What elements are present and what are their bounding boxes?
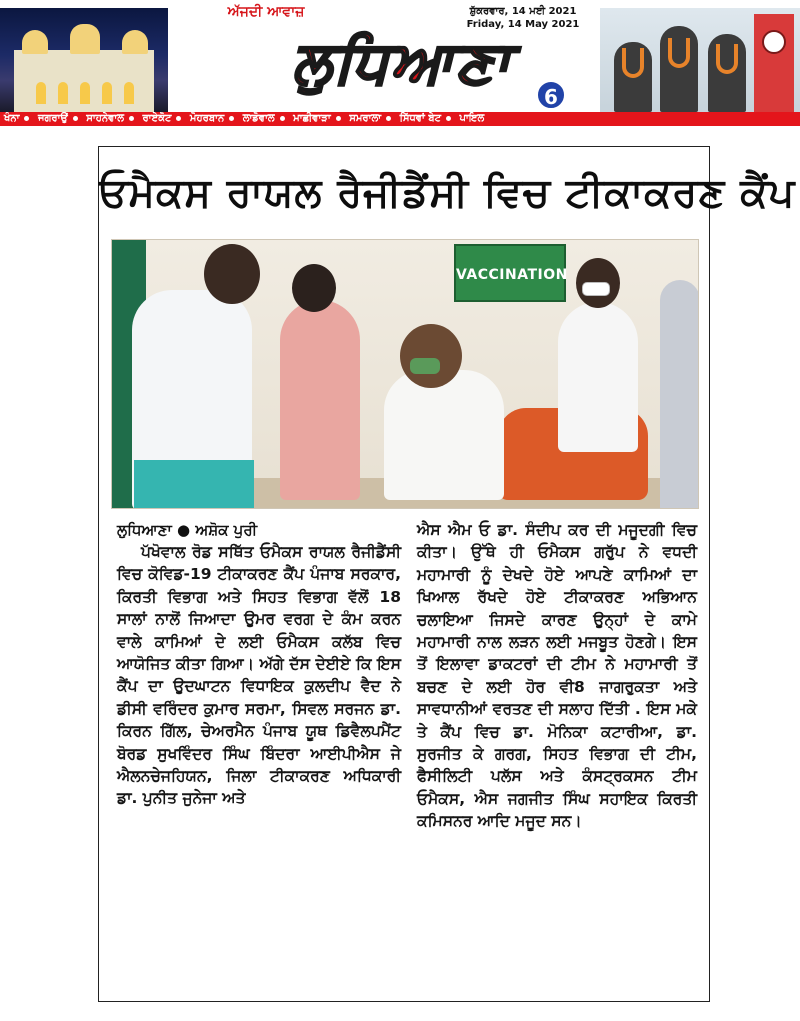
bullet-icon [229,116,234,121]
face-mask [410,358,440,374]
article-body-right-column: ਐਸ ਐਮ ਓ ਡਾ. ਸੰਦੀਪ ਕਰ ਦੀ ਮਜੂਦਗੀ ਵਿਚ ਕੀਤਾ। ਉੱਥੇ ਹੀ ਓਮੈਕਸ ਗਰੁੱਪ ਨੇ ਵਧਦੀ ਮਹਾਮਾਰੀ ਨੂੰ ਦੇਖਦੇ ਹੋਏ ਆਪਣੇ ਕਾਮਿਆਂ ਦਾ ਖਿਆਲ ਰੱਖਦੇ ਹੋਏ ਟੀਕਾਕਰਣ ਅਭਿਆਨ ਚਲਾਇਆ ਜਿਸਦੇ ਕਾਰਣ ਉਨ੍ਹਾਂ ਦੇ ਕਾਮੇ ਮਹਾਮਾਰੀ ਨਾਲ ਲੜਨ ਲਈ ਮਜਬੂਤ ਹੋਣਗੇ। ਇਸ ਤੋਂ ਇਲਾਵਾ ਡਾਕਟਰਾਂ ਦੀ ਟੀਮ ਨੇ ਮਹਾਮਾਰੀ ਤੋਂ ਬਚਣ ਦੇ ਲਈ ਹੋਰ ਵੀ8 ਜਾਗਰੁਕਤਾ ਅਤੇ ਸਾਵਧਾਨੀਆਂ ਵਰਤਣ ਦੀ ਸਲਾਹ ਦਿੱਤੀ . ਇਸ ਮਕੇ ਤੇ ਕੈਂਪ ਵਿਚ ਡਾ. ਮੋਨਿਕਾ ਕਟਾਰੀਆ, ਡਾ. ਸੁਰਜੀਤ ਕੇ ਗਰਗ, ਸਿਹਤ ਵਿਭਾਗ ਦੀ ਟੀਮ, ਫੈਸੀਲਿਟੀ ਪਲੱਸ ਅਤੇ ਕੰਸਟ੍ਰਕਸਨ ਟੀਮ ਓਮੈਕਸ, ਐਸ ਜਗਜੀਤ ਸਿੰਘ ਸਹਾਇਕ ਕਿਰਤੀ ਕਮਿਸਨਰ ਆਦਿ ਮਜੂਦ ਸਨ। [417,521,697,831]
bullet-icon [336,116,341,121]
man-head [400,324,462,388]
town-name: ਜਗਰਾਉਂ [37,113,68,124]
temple-window [80,82,90,104]
bullet-icon [176,116,181,121]
town-name: ਲਾਡੋਵਾਲ [242,113,275,124]
bullet-icon [73,116,78,121]
town-name: ਸਮਰਾਲਾ [349,113,382,124]
golden-temple-photo [0,8,168,112]
clock-icon [762,30,786,54]
doctor-face-mask [582,282,610,296]
woman-head [292,264,336,312]
masthead [0,0,800,128]
temple-window [36,82,46,104]
town-name: ਖੰਨਾ [4,113,20,124]
bullet-icon [129,116,134,121]
date-punjabi: ਸ਼ੁੱਕਰਵਾਰ, 14 ਮਈ 2021 [469,6,577,17]
bullet-icon [24,116,29,121]
towns-strip [0,112,800,126]
garland [716,44,738,74]
town-name: ਸਿੱਧਵਾਂ ਬੇਟ [399,113,441,124]
town-name: ਸਾਹਨੇਵਾਲ [86,113,124,124]
city-title: ਲੁਧਿਆਣਾ [292,28,512,96]
temple-window [58,82,68,104]
town-name: ਮੋਹਰਬਾਨ [189,113,225,124]
paper-name: ਅੱਜਦੀ ਆਵਾਜ਼ [227,4,305,20]
article-clipping [98,146,796,1002]
woman-in-pink [280,300,360,500]
temple-window [124,82,134,104]
clock-tower [754,14,794,112]
doctor-standing [558,302,638,452]
bullet-icon [280,116,285,121]
temple-dome [70,24,100,54]
statues-clocktower-photo [600,8,800,112]
temple-window [102,82,112,104]
byline: ਲੁਧਿਆਣਾ ● ਅਸ਼ੋਕ ਪੁਰੀ [117,521,258,539]
town-name: ਮਾਛੀਵਾੜਾ [293,113,331,124]
garland [622,48,644,78]
vaccination-photo [111,239,699,509]
vaccination-sign: VACCINATION [454,244,566,302]
man-receiving-vaccine [384,370,504,500]
temple-dome [122,30,148,54]
town-name: ਪਾਇਲ [459,113,485,124]
bullet-icon [446,116,451,121]
garland [668,38,690,68]
nurse-uniform-skirt [134,460,254,509]
page-number-badge: 6 [536,80,566,110]
town-name: ਰਾਏਕੋਟ [142,113,172,124]
article-body-left-column: ਪੱਖੋਵਾਲ ਰੋਡ ਸਥਿੱਤ ਓਮੈਕਸ ਰਾਯਲ ਰੈਜੀਡੈਂਸੀ ਵਿਚ ਕੋਵਿਡ-19 ਟੀਕਾਕਰਣ ਕੈਂਪ ਪੰਜਾਬ ਸਰਕਾਰ, ਕਿਰਤੀ ਵਿਭਾਗ ਅਤੇ ਸਿਹਤ ਵਿਭਾਗ ਵੱਲੋਂ 18 ਸਾਲਾਂ ਨਾਲੋਂ ਜਿਆਦਾ ਉਮਰ ਵਰਗ ਦੇ ਕੰਮ ਕਰਨ ਵਾਲੇ ਕਾਮਿਆਂ ਦੇ ਲਈ ਓਮੈਕਸ ਕਲੱਬ ਵਿਚ ਆਯੋਜਿਤ ਕੀਤਾ ਗਿਆ। ਅੱਗੇ ਦੱਸ ਦੇਈਏ ਕਿ ਇਸ ਕੈਂਪ ਦਾ ਉਦਘਾਟਨ ਵਿਧਾਇਕ ਕੁਲਦੀਪ ਵੈਦ ਨੇ ਡੀਸੀ ਵਰਿੰਦਰ ਕੁਮਾਰ ਸਰਮਾ, ਸਿਵਲ ਸਰਜਨ ਡਾ. ਕਿਰਨ ਗਿੱਲ, ਚੇਅਰਮੈਨ ਪੰਜਾਬ ਯੂਥ ਡਿਵੈਲਪਮੈਂਟ ਬੋਰਡ ਸੁਖਵਿੰਦਰ ਸਿੰਘ ਬਿੰਦਰਾ ਆਈਪੀਐਸ ਜੇ ਐਲਨਚੇਜਹਿਯਨ, ਜਿਲਾ ਟੀਕਾਕਰਣ ਅਧਿਕਾਰੀ ਡਾ. ਪੁਨੀਤ ਜੁਨੇਜਾ ਅਤੇ [117,543,401,808]
article-headline: ਓਮੈਕਸ ਰਾਯਲ ਰੈਜੀਡੈਂਸੀ ਵਿਚ ਟੀਕਾਕਰਣ ਕੈਂਪ [99,170,796,216]
nurse-head [204,244,260,304]
person-at-edge [660,280,699,509]
date-english: Friday, 14 May 2021 [466,19,580,30]
bullet-icon [386,116,391,121]
temple-dome [22,30,48,54]
